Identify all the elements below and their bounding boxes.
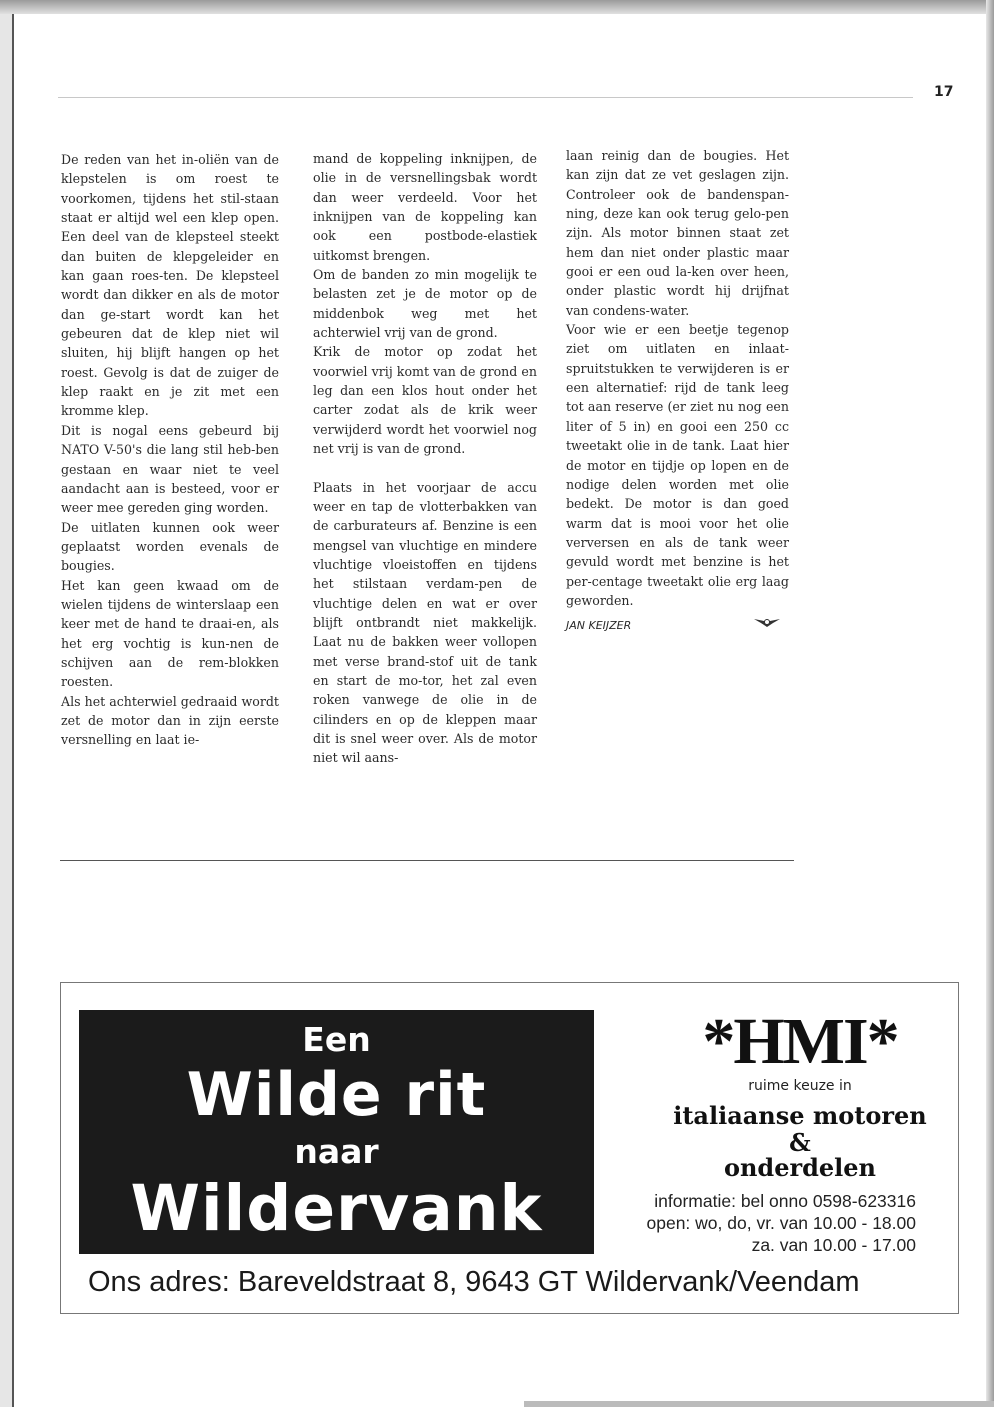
- article-paragraph: De uitlaten kunnen ook weer geplaatst worden evenals de bougies.: [61, 519, 279, 574]
- scan-edge-left: [12, 14, 14, 1407]
- paragraph-spacer: [313, 459, 537, 478]
- author-name: JAN KEIJZER: [566, 619, 632, 633]
- ad-italian-motors: italiaanse motoren: [673, 1101, 927, 1130]
- ad-phone: informatie: bel onno 0598-623316: [654, 1191, 916, 1211]
- ad-parts: onderdelen: [723, 1153, 877, 1182]
- article-paragraph: mand de koppeling inknijpen, de olie in de versnellingsbak wordt dan weer verdeeld. Voor het inknijpen van de koppeling kan ook een postbode-elastiek uitkomst brengen.: [313, 151, 537, 263]
- ad-headline-line-2: Wilde rit: [186, 1060, 487, 1130]
- header-rule: [58, 97, 913, 98]
- article-column-3: [566, 146, 789, 636]
- ad-hours-saturday: za. van 10.00 - 17.00: [751, 1235, 916, 1255]
- scan-border-right: [986, 0, 994, 1407]
- article-author: [566, 616, 789, 635]
- hmi-brand-logo: *HMI*: [702, 1005, 898, 1078]
- article-paragraph: Plaats in het voorjaar de accu weer en tap de vlotterbakken van de carburateurs af. Benzine is een mengsel van vluchtige en mindere vluchtige vloeistoffen en tijdens het stilstaan verdam-pen de vluchtige delen en wat er over blijft ontbrandt niet makkelijk. Laat nu de bakken weer vollopen met verse brand-stof uit de tank en start de mo-tor, het zal even roken vanwege de olie in de cilinders en op de kleppen maar dit is snel weer over. Als de motor niet wil aans-: [313, 479, 537, 766]
- ad-contact-info: [600, 1190, 916, 1256]
- ad-headline-line-4: Wildervank: [130, 1172, 543, 1245]
- article-paragraph: Krik de motor op zodat het voorwiel vrij komt van de grond en leg dan een klos hout onder het carter zodat als de krik weer verwijderd wordt het voorwiel nog net vrij is van de grond.: [313, 344, 537, 457]
- ad-headline-block: [79, 1010, 594, 1254]
- article-paragraph: Om de banden zo min mogelijk te belasten zet je de motor op de middenbok weg met het achterwiel vrij van de grond.: [313, 267, 537, 341]
- article-paragraph: Voor wie er een beetje tegenop ziet om uitlaten en inlaat-spruitstukken te verwijderen is er een alternatief: rijd de tank leeg tot aan reserve (er ziet nu nog een liter of 5 in) en gooi een 250 cc tweetakt olie in de tank. Laat hier de motor en tijdje op lopen en de nodige delen worden met olie bedekt. De motor is dan goed warm dat is mooi voor het olie verversen en als de tank weer gevuld wordt met benzine is het per-centage tweetakt olie erg laag geworden.: [566, 322, 789, 608]
- article-paragraph: laan reinig dan de bougies. Het kan zijn dat ze vet geslagen zijn. Controleer ook de bandenspan-ning, deze kan ook terug gelo-pen zijn. Als motor binnen staat zet hem dan niet onder plastic maar gooi er een oud la-ken over heen, onder plastic wordt hij drijfnat van condens-water.: [566, 148, 789, 318]
- scan-border-bottom: [524, 1401, 994, 1407]
- ad-address: Ons adres: Bareveldstraat 8, 9643 GT Wildervank/Veendam: [88, 1266, 860, 1298]
- ad-headline-line-3: naar: [294, 1132, 379, 1171]
- scan-border-top: [0, 0, 994, 14]
- page-number: 17: [934, 84, 954, 100]
- winged-logo-icon: [753, 616, 781, 628]
- article-column-2: [313, 149, 537, 768]
- ad-tagline: ruime keuze in: [748, 1078, 852, 1094]
- article-paragraph: Als het achterwiel gedraaid wordt zet de motor dan in zijn eerste versnelling en laat ie-: [61, 693, 279, 748]
- ad-headline-line-1: Een: [302, 1020, 371, 1059]
- article-paragraph: Het kan geen kwaad om de wielen tijdens de winterslaap een keer met de hand te draai-en, als het erg vochtig is kun-nen de schijven aan de rem-blokken roesten.: [61, 577, 279, 690]
- section-divider: [60, 860, 794, 861]
- article-paragraph: Dit is nogal eens gebeurd bij NATO V-50's die lang stil heb-ben gestaan en waar niet te veel aandacht aan is besteed, voor er weer mee gereden ging worden.: [61, 422, 279, 516]
- article-column-1: [61, 150, 279, 750]
- ad-ampersand: &: [789, 1128, 811, 1157]
- article-paragraph: De reden van het in-oliën van de klepstelen is om roest te voorkomen, tijdens het stil-staan staat er altijd wel een klep open. Een deel van de klepsteel steekt dan buiten de klepgeleider en kan gaan roes-ten. De klepsteel wordt dan dikker en als de motor dan ge-start wordt kan het gebeuren dat de klep niet wil sluiten, hij blijft hangen op het roest. Gevolg is dat de zuiger de klep raakt en je zit met een kromme klep.: [61, 152, 279, 419]
- ad-hours-weekday: open: wo, do, vr. van 10.00 - 18.00: [646, 1213, 916, 1233]
